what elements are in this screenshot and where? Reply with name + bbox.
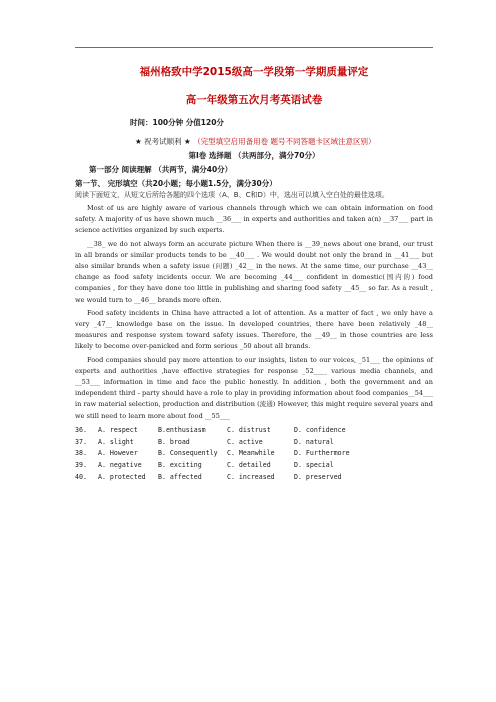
option-a: A. protected xyxy=(98,473,146,482)
option-row-40 xyxy=(75,472,433,484)
question-number: 36. xyxy=(75,425,87,434)
option-row-37 xyxy=(75,437,433,449)
exam-paper-title: 高一年级第五次月考英语试卷 xyxy=(185,94,323,106)
option-c: C. distrust xyxy=(227,425,271,434)
passage-paragraph-3: Food safety incidents in China have attracted a lot of attention. As a matter of fact , we only have a very _47__ knowledge base on the issue. In developed countries, there have been relatively _48__ measures and response system toward safety issues. Therefore, the __49__ in those countries are less likely to become over-panicked and form serious _50 about all brands. xyxy=(75,308,433,351)
option-b: B.enthusiasm xyxy=(158,425,206,434)
question-number: 37. xyxy=(75,437,87,446)
exam-page xyxy=(75,65,433,484)
question-number: 40. xyxy=(75,473,87,482)
question-number: 39. xyxy=(75,461,87,470)
header-rule xyxy=(75,47,433,48)
option-c: C. increased xyxy=(227,473,275,482)
option-row-39 xyxy=(75,460,433,472)
option-c: C. Meanwhile xyxy=(227,449,275,458)
part-title: 第Ⅰ卷 选择题 （共两部分，满分70分） xyxy=(188,151,320,160)
time-info: 时间：100分钟 分值120分 xyxy=(130,118,224,127)
answer-options xyxy=(75,425,433,484)
section-title: 第一部分 阅读理解 （共两节，满分40分） xyxy=(89,165,233,174)
wish-line xyxy=(75,136,433,147)
option-d: D. confidence xyxy=(294,425,346,434)
wish-note: （完型填空启用备用卷 题号不同答题卡区域注意区别） xyxy=(193,137,376,146)
option-d: D. special xyxy=(294,461,334,470)
instruction-text: 阅读下面短文，从短文后所给各题的四个选项（A、B、C和D）中，选出可以填入空白处的最佳选项。 xyxy=(75,191,389,199)
option-a: A. respect xyxy=(98,425,138,434)
option-d: D. natural xyxy=(294,437,334,446)
subsection-title: 第一节、 完形填空（共20小题；每小题1.5分，满分30分） xyxy=(75,179,277,188)
wish-text: ★ 祝考试顺利 ★ xyxy=(135,137,191,146)
option-row-36 xyxy=(75,425,433,437)
option-b: B. Consequently xyxy=(158,449,218,458)
option-b: B. exciting xyxy=(158,461,202,470)
passage-paragraph-1: Most of us are highly aware of various channels through which we can obtain information on food safety. A majority of us have shown much __36___ in experts and authorities and taken a(n) __37___ part in science activities organized by such experts. xyxy=(75,204,433,235)
passage-paragraph-4: Food companies should pay more attention to our insights, listen to our voices, _51___ the opinions of experts and authorities ,have effective strategies for response _52____ various media channels, and __53___ information in time and face the public honestly. In addition , both the government and an independent third - party should have a role to play in providing information about food companies__54___ in raw material selection, production and distribution (流通) However, this might require several years and we still need to learn more about food __55___ xyxy=(75,355,433,420)
option-b: B. broad xyxy=(158,437,190,446)
option-row-38 xyxy=(75,448,433,460)
option-c: C. active xyxy=(227,437,263,446)
option-a: A. However xyxy=(98,449,138,458)
question-number: 38. xyxy=(75,449,87,458)
option-a: A. slight xyxy=(98,437,134,446)
option-a: A. negative xyxy=(98,461,142,470)
option-b: B. affected xyxy=(158,473,202,482)
passage-paragraph-2: __38_ we do not always form an accurate picture When there is __39_news about one brand, our trust in all brands or similar products tends to be __40___ . We would doubt not only the brand in __41___ but also similar brands when a safety issue (问题) _42__ in the news. At the same time, our purchase __43__ change as food safety incidents occur. We are becoming _44___ confident in domestic(国内的) food companies , for they have done too little in publishing and sharing food safety __45__ so far. As a result , we would turn to __46__ brands more often. xyxy=(75,239,433,304)
option-d: D. Furthermore xyxy=(294,449,350,458)
exam-school-title: 福州格致中学2015级高一学段第一学期质量评定 xyxy=(139,66,369,78)
option-c: C. detailed xyxy=(227,461,271,470)
option-d: D. preserved xyxy=(294,473,342,482)
